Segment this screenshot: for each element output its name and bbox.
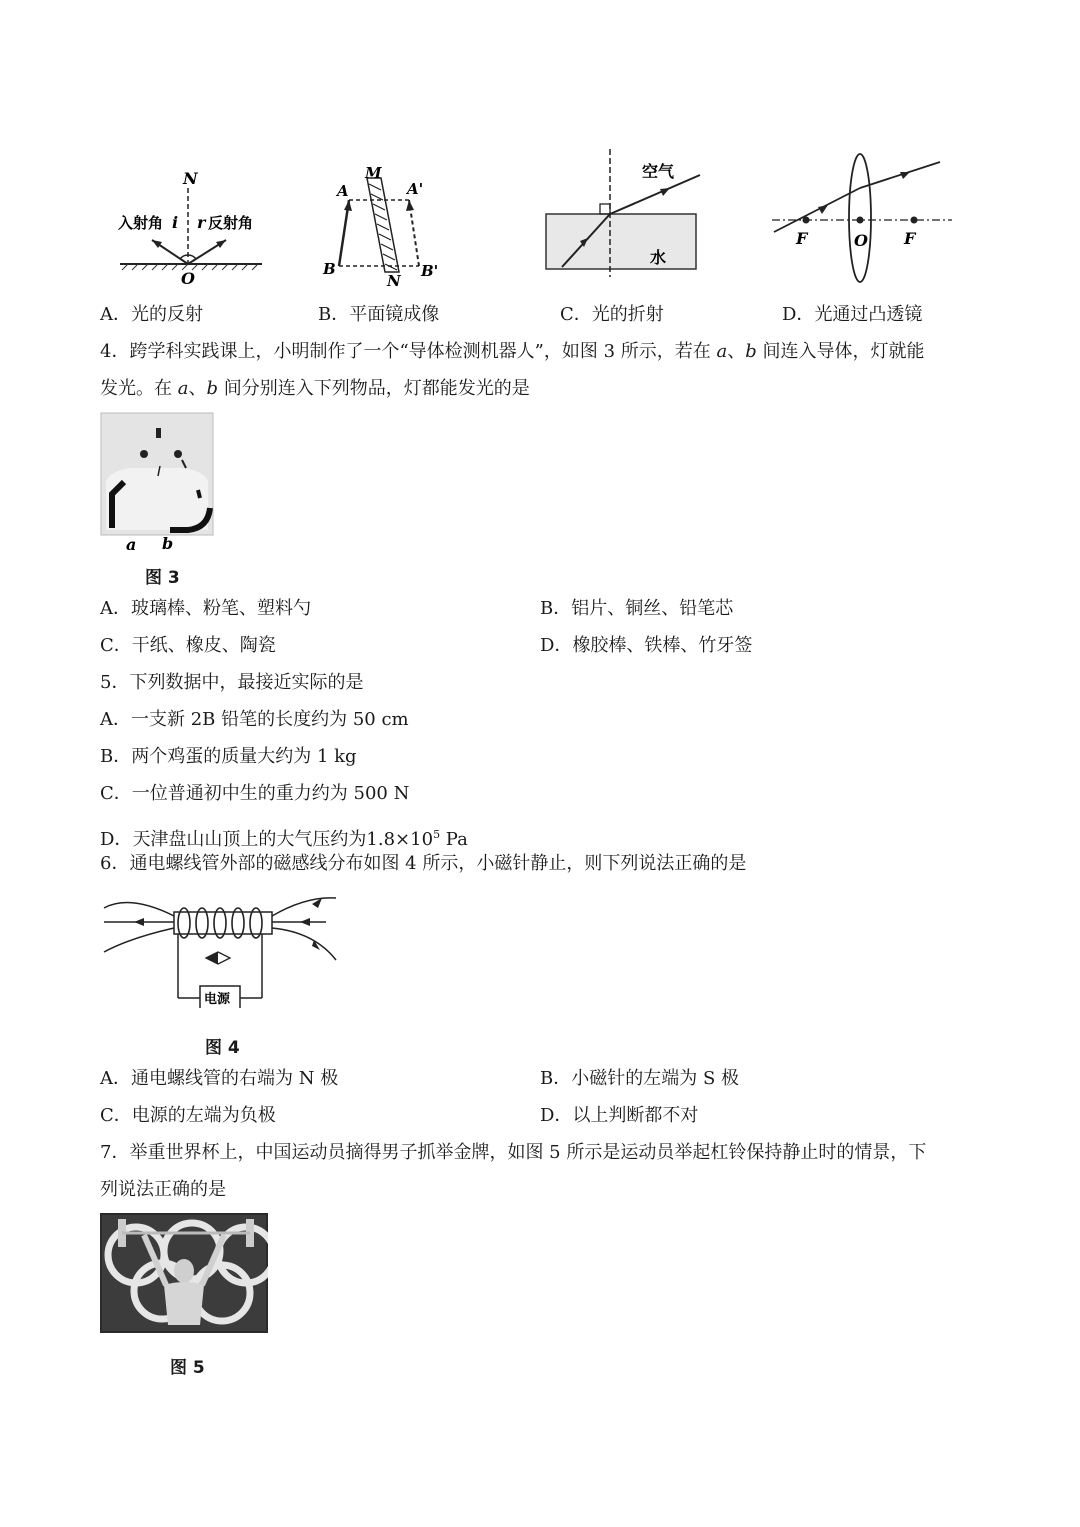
option-letter: A． (100, 598, 131, 619)
figure-robot (100, 412, 215, 554)
q4-option-a[interactable] (100, 596, 311, 622)
label-b-prime: B' (421, 262, 439, 280)
option-letter: B． (540, 1068, 572, 1089)
option-text: 光的折射 (591, 304, 664, 325)
option-letter: A． (100, 709, 131, 730)
option-letter: B． (318, 304, 350, 325)
figure-reflection (110, 160, 280, 290)
q4-stem-line1 (100, 339, 924, 365)
label-n2: N (387, 272, 401, 290)
label-m: M (365, 164, 382, 182)
option-letter: C． (100, 1105, 132, 1126)
option-text: 平面镜成像 (349, 304, 440, 325)
option-letter: A． (100, 1068, 131, 1089)
option-letter: D． (100, 829, 133, 850)
option-text: 电源的左端为负极 (131, 1105, 276, 1126)
option-text: 玻璃棒、粉笔、塑料勺 (131, 598, 311, 619)
label-a-terminal: a (126, 535, 137, 554)
figure-convex-lens (770, 150, 955, 290)
q3-option-b[interactable] (318, 302, 439, 328)
label-o: O (181, 269, 195, 288)
stem-text: 间连入导体，灯就能 (756, 341, 925, 362)
option-text: 铝片、铜丝、铅笔芯 (571, 598, 734, 619)
option-text: 通电螺线管的右端为 N 极 (131, 1068, 339, 1089)
sep: 、 (188, 378, 207, 399)
q6-option-a[interactable] (100, 1066, 338, 1092)
figure-solenoid (100, 888, 345, 1008)
label-a: A (337, 182, 349, 200)
option-letter: A． (100, 304, 131, 325)
unit: Pa (440, 829, 468, 850)
option-letter: D． (540, 1105, 573, 1126)
q4-stem-line2 (100, 376, 530, 402)
label-water: 水 (650, 248, 667, 267)
option-text: 一位普通初中生的重力约为 500 N (131, 783, 410, 804)
option-letter: B． (540, 598, 572, 619)
option-text: 以上判断都不对 (572, 1105, 699, 1126)
label-a-prime: A' (407, 180, 424, 198)
q4-option-b[interactable] (540, 596, 733, 622)
label-incident-angle: 入射角 (118, 214, 164, 232)
figure-plane-mirror (315, 160, 455, 290)
q5-option-a[interactable] (100, 707, 409, 733)
exponent: 5 (433, 828, 441, 841)
var-b: b (206, 378, 218, 399)
option-letter: C． (100, 783, 132, 804)
stem-text: 4．跨学科实践课上，小明制作了一个“导体检测机器人”，如图 3 所示，若在 (100, 341, 717, 362)
option-letter: D． (782, 304, 815, 325)
q5-option-c[interactable] (100, 781, 409, 807)
q4-option-c[interactable] (100, 633, 276, 659)
option-text: 橡胶棒、铁棒、竹牙签 (572, 635, 753, 656)
figure-refraction (540, 145, 710, 280)
option-text: 两个鸡蛋的质量大约为 1 kg (131, 746, 357, 767)
var-a: a (716, 341, 728, 362)
label-f-left: F (796, 229, 808, 248)
label-o-lens: O (854, 231, 868, 250)
sep: 、 (727, 341, 746, 362)
q3-option-d[interactable] (782, 302, 922, 328)
label-reflect-angle: 反射角 (208, 214, 254, 232)
label-f-right: F (904, 229, 916, 248)
option-letter: C． (100, 635, 132, 656)
q5-option-d[interactable] (100, 822, 468, 853)
figure-3-caption: 图 3 (145, 568, 180, 588)
q3-option-c[interactable] (560, 302, 664, 328)
stem-text: 间分别连入下列物品，灯都能发光的是 (218, 378, 530, 399)
figure-4-caption: 图 4 (205, 1038, 240, 1058)
q7-stem-line2: 列说法正确的是 (100, 1179, 226, 1200)
label-r: r (197, 213, 206, 232)
stem-text: 发光。在 (100, 378, 178, 399)
option-text: 干纸、橡皮、陶瓷 (131, 635, 276, 656)
figure-5-caption: 图 5 (170, 1358, 205, 1378)
option-text: 光的反射 (131, 304, 203, 325)
label-b: B (323, 260, 336, 278)
label-n: N (183, 169, 198, 188)
q3-option-a[interactable] (100, 302, 203, 328)
var-b: b (745, 341, 757, 362)
label-air: 空气 (642, 162, 675, 181)
var-a: a (177, 378, 189, 399)
q6-option-c[interactable] (100, 1103, 276, 1129)
power-label: 电源 (204, 992, 231, 1007)
option-text: 小磁针的左端为 S 极 (571, 1068, 740, 1089)
q5-option-b[interactable] (100, 744, 357, 770)
q7-stem-line1: 7．举重世界杯上，中国运动员摘得男子抓举金牌，如图 5 所示是运动员举起杠铃保持静止时的情景，下 (100, 1142, 927, 1163)
option-text: 光通过凸透镜 (814, 304, 923, 325)
label-i: i (172, 213, 179, 232)
figure-weightlifter-photo (100, 1213, 268, 1333)
option-letter: D． (540, 635, 573, 656)
option-letter: B． (100, 746, 132, 767)
q4-option-d[interactable] (540, 633, 752, 659)
q6-stem: 6．通电螺线管外部的磁感线分布如图 4 所示，小磁针静止，则下列说法正确的是 (100, 853, 747, 874)
option-text: 天津盘山山顶上的大气压约为1.8×10 (132, 829, 434, 850)
q6-option-d[interactable] (540, 1103, 698, 1129)
q6-option-b[interactable] (540, 1066, 739, 1092)
q5-stem: 5．下列数据中，最接近实际的是 (100, 672, 364, 693)
option-text: 一支新 2B 铅笔的长度约为 50 cm (131, 709, 409, 730)
option-letter: C． (560, 304, 592, 325)
label-b-terminal: b (162, 534, 174, 553)
